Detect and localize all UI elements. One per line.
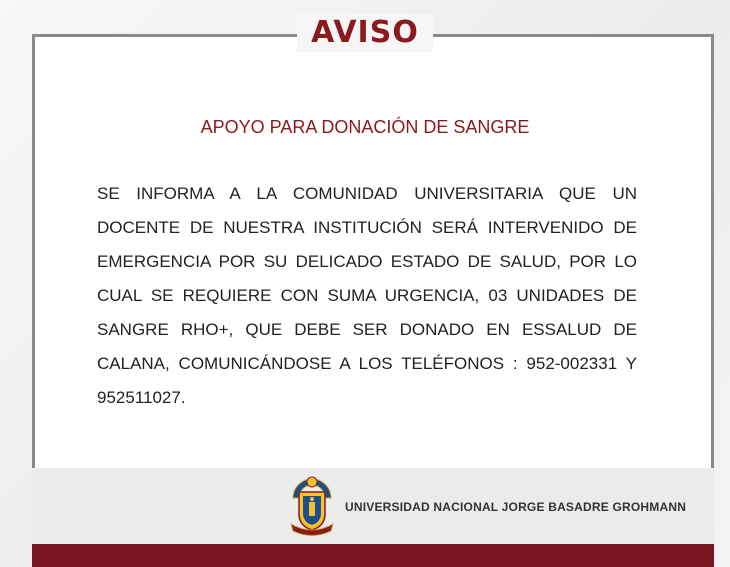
university-seal-icon — [287, 474, 337, 538]
notice-subtitle: APOYO PARA DONACIÓN DE SANGRE — [200, 117, 530, 137]
title-wrap — [0, 14, 730, 52]
university-name: UNIVERSIDAD NACIONAL JORGE BASADRE GROHMANN — [345, 500, 687, 514]
bottom-bar — [32, 544, 714, 567]
notice-body: SE INFORMA A LA COMUNIDAD UNIVERSITARIA QUE UN DOCENTE DE NUESTRA INSTITUCIÓN SERÁ INTERVENIDO DE EMERGENCIA POR SU DELICADO ESTADO DE SALUD, POR LO CUAL SE REQUIERE CON SUMA URGENCIA, 03 UNIDADES DE SANGRE RHO+, QUE DEBE SER DONADO EN ESSALUD DE CALANA, COMUNICÁNDOSE A LOS TELÉFONOS : 952-002331 Y 952511027. — [97, 184, 637, 407]
notice-title: AVISO — [297, 14, 433, 52]
